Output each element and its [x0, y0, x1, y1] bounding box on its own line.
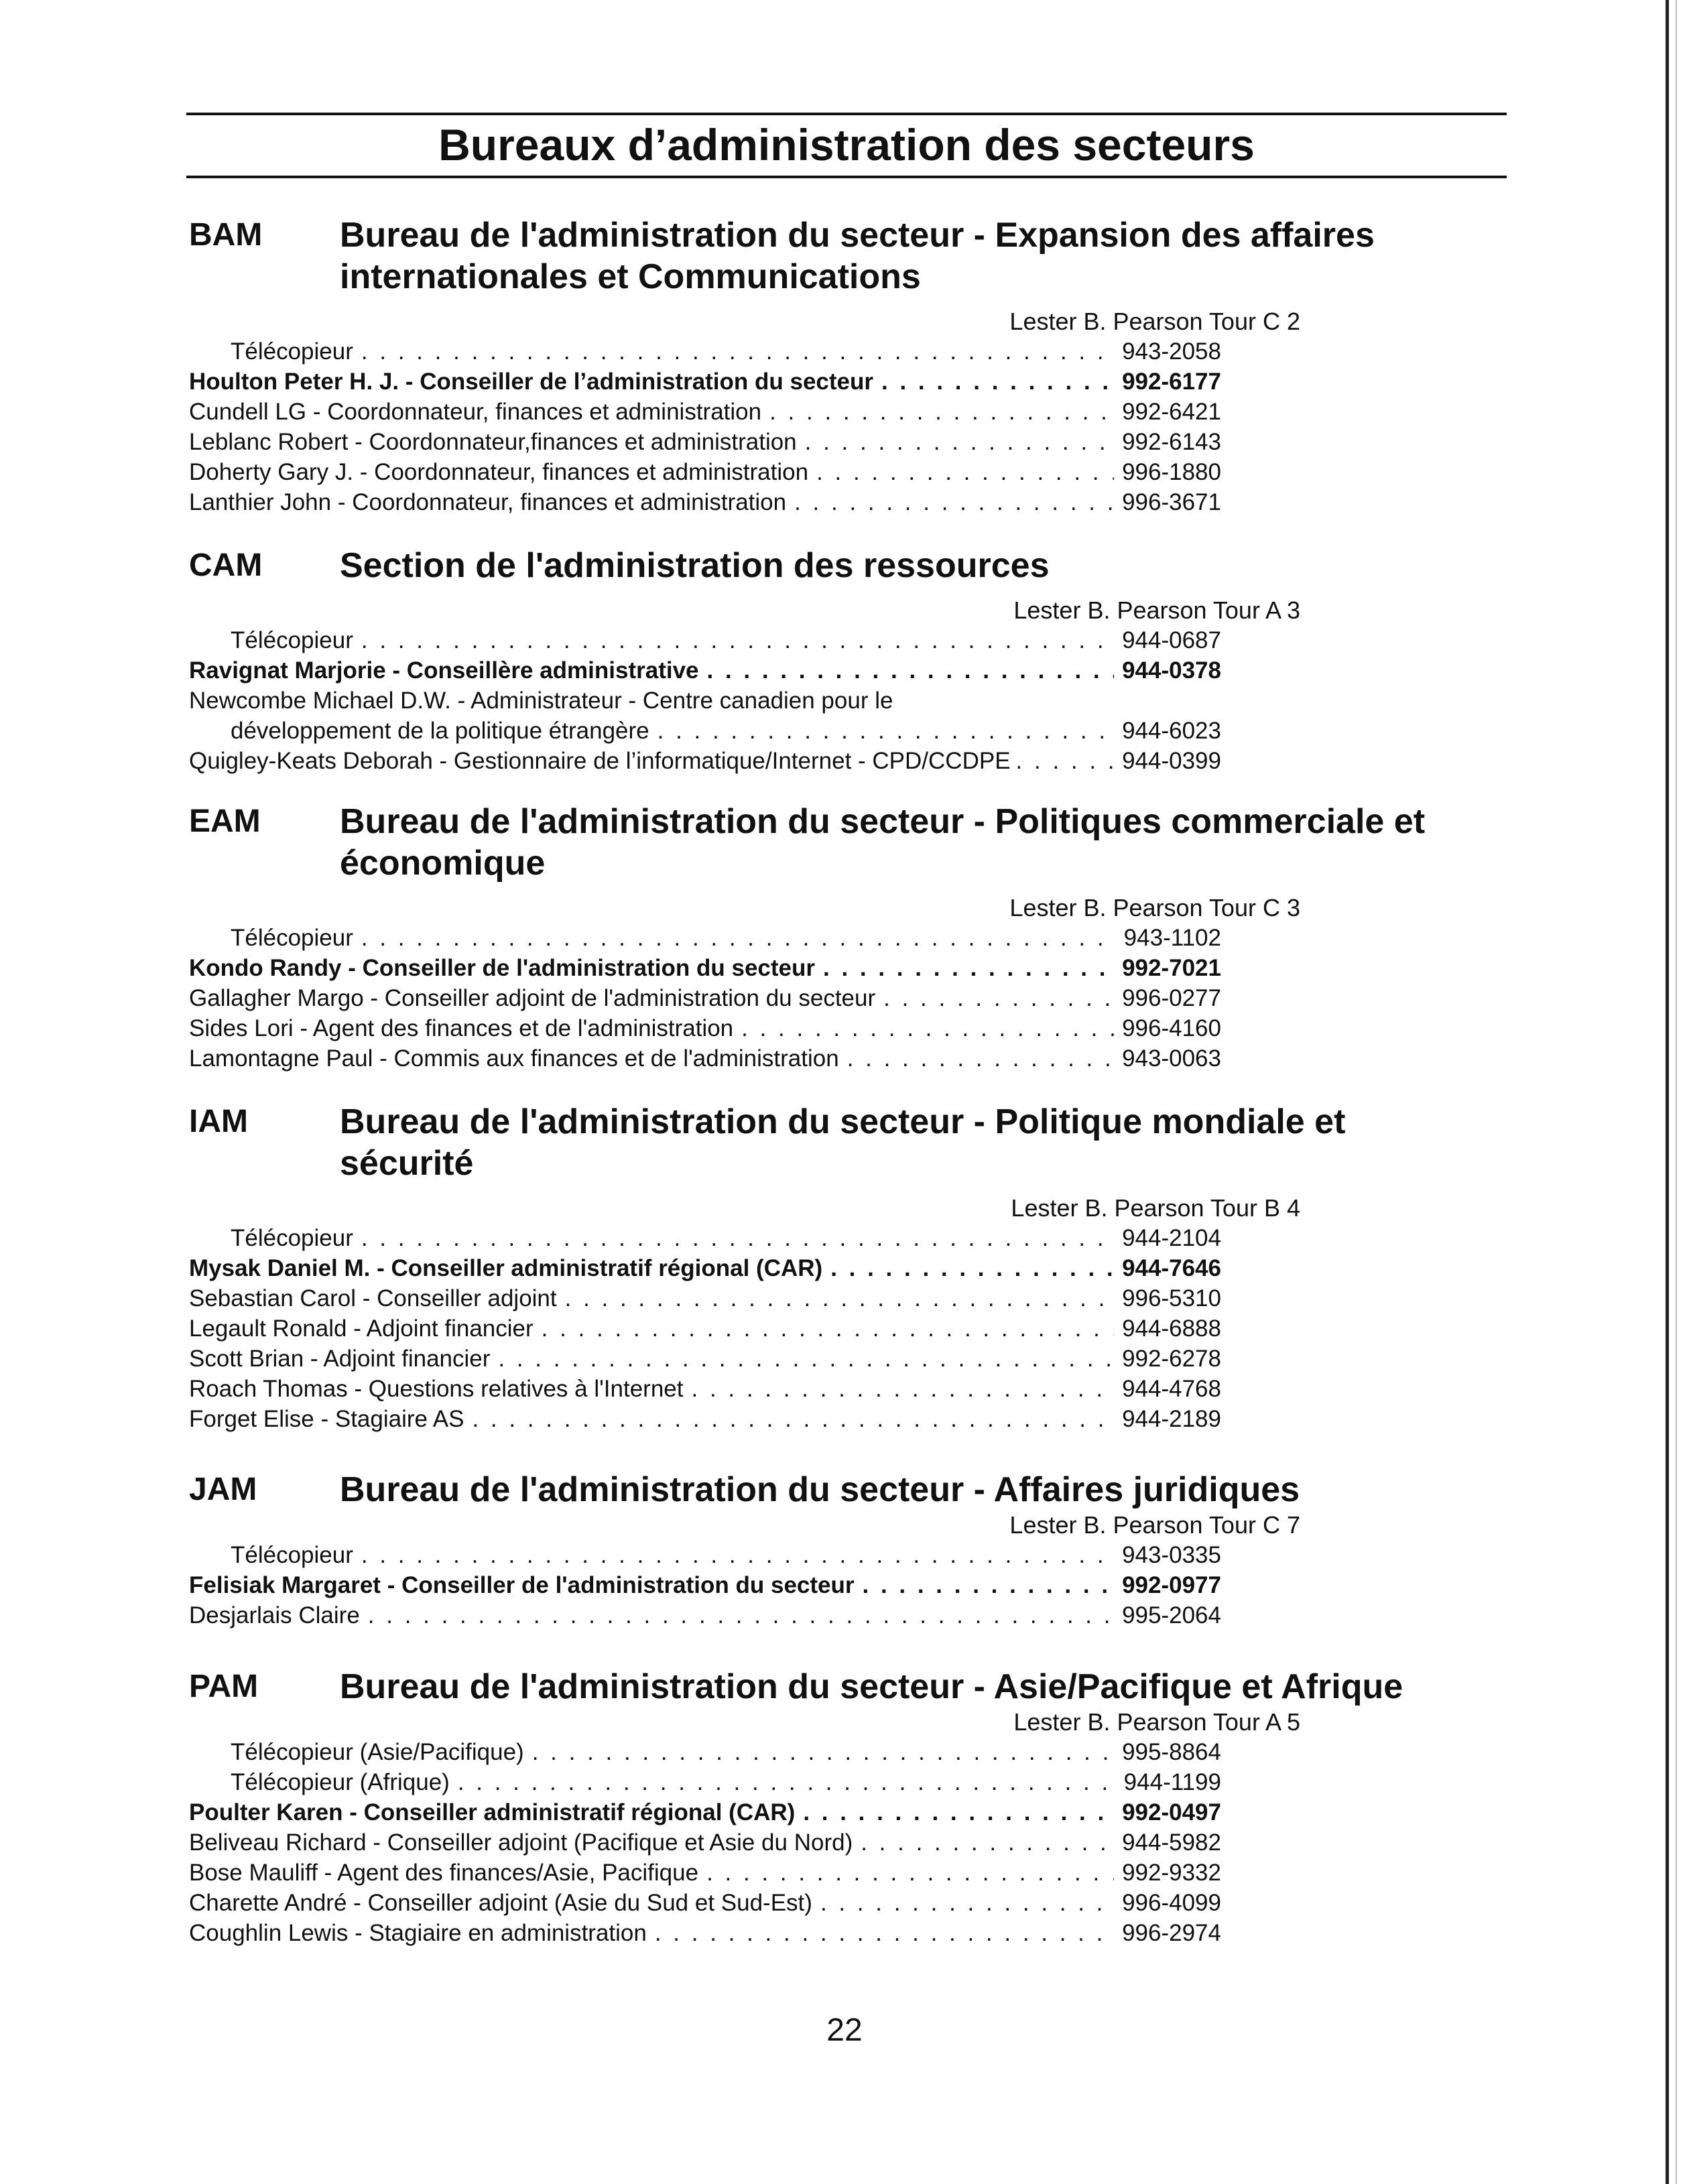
section-code: JAM	[189, 1472, 257, 1507]
directory-entry: Poulter Karen - Conseiller administratif régional (CAR) . . . 992-0497	[174, 1797, 1221, 1827]
directory-entry: Sebastian Carol - Conseiller adjoint . . . 996-5310	[174, 1283, 1221, 1313]
directory-entry: Desjarlais Claire . . . 995-2064	[174, 1600, 1221, 1630]
section-title: Section de l'administration des ressources	[340, 546, 1050, 585]
section-code: EAM	[189, 804, 261, 839]
section-location: Lester B. Pearson Tour B 4	[1011, 1194, 1300, 1222]
directory-entry: Coughlin Lewis - Stagiaire en administration . . . 996-2974	[174, 1918, 1221, 1948]
section-title: Bureau de l'administration du secteur - Politiques commerciale et économique	[340, 802, 1426, 883]
directory-entry: Mysak Daniel M. - Conseiller administratif régional (CAR) . . . 944-7646	[174, 1253, 1221, 1283]
directory-entry: Charette André - Conseiller adjoint (Asie du Sud et Sud-Est) . . . 996-4099	[174, 1888, 1221, 1918]
directory-entry: Télécopieur . . . 944-0687	[174, 625, 1221, 655]
directory-entry: Télécopieur . . . 943-2058	[174, 336, 1221, 367]
directory-entry: Forget Elise - Stagiaire AS . . . 944-2189	[174, 1404, 1221, 1434]
section-code: IAM	[189, 1104, 248, 1139]
section-title: Bureau de l'administration du secteur - Expansion des affaires internationales et Communications	[340, 216, 1375, 296]
directory-entry: Quigley-Keats Deborah - Gestionnaire de l’informatique/Internet - CPD/CCDPE . . . 944-0399	[174, 746, 1221, 776]
page-title: Bureaux d’administration des secteurs	[438, 120, 1255, 170]
directory-entry: Lanthier John - Coordonnateur, finances et administration . . . 996-3671	[174, 487, 1221, 517]
section-location: Lester B. Pearson Tour C 2	[1009, 308, 1300, 335]
title-rule-bottom	[186, 176, 1507, 178]
section-title: Bureau de l'administration du secteur - Asie/Pacifique et Afrique	[340, 1667, 1403, 1706]
directory-entry: Beliveau Richard - Conseiller adjoint (Pacifique et Asie du Nord) . . . 944-5982	[174, 1827, 1221, 1858]
directory-entry: développement de la politique étrangère . . . 944-6023	[174, 716, 1221, 746]
section-code: BAM	[189, 217, 263, 253]
scan-edge-shadow	[1676, 0, 1677, 2184]
directory-entry: Télécopieur (Afrique) . . . 944-1199	[174, 1767, 1221, 1797]
section-cam	[174, 545, 1501, 776]
directory-entry: Scott Brian - Adjoint financier . . . 992-6278	[174, 1344, 1221, 1374]
directory-entry: Ravignat Marjorie - Conseillère administrative . . . 944-0378	[174, 655, 1221, 686]
section-code: CAM	[189, 548, 263, 583]
directory-entry: Houlton Peter H. J. - Conseiller de l’administration du secteur . . . 992-6177	[174, 367, 1221, 397]
directory-entry-line: Newcombe Michael D.W. - Administrateur - Centre canadien pour le	[189, 688, 893, 714]
section-eam	[174, 801, 1501, 1074]
page-number: 22	[826, 2012, 863, 2048]
section-title: Bureau de l'administration du secteur - Politique mondiale et sécurité	[340, 1102, 1346, 1183]
scan-edge	[1666, 0, 1669, 2184]
directory-entry: Doherty Gary J. - Coordonnateur, finances et administration . . . 996-1880	[174, 457, 1221, 487]
directory-entry: Roach Thomas - Questions relatives à l'Internet . . . 944-4768	[174, 1374, 1221, 1404]
section-pam	[174, 1666, 1501, 1948]
directory-entry: Leblanc Robert - Coordonnateur,finances et administration . . . 992-6143	[174, 427, 1221, 457]
directory-entry: Gallagher Margo - Conseiller adjoint de l'administration du secteur . . . 996-0277	[174, 983, 1221, 1013]
directory-entry: Télécopieur . . . 944-2104	[174, 1223, 1221, 1253]
section-location: Lester B. Pearson Tour A 5	[1013, 1708, 1300, 1736]
directory-entry: Legault Ronald - Adjoint financier . . . 944-6888	[174, 1313, 1221, 1344]
directory-entry: Kondo Randy - Conseiller de l'administration du secteur . . . 992-7021	[174, 953, 1221, 983]
directory-entry: Télécopieur . . . 943-0335	[174, 1540, 1221, 1570]
section-code: PAM	[189, 1669, 259, 1704]
title-rule-top	[186, 113, 1507, 115]
directory-entry: Télécopieur . . . 943-1102	[174, 923, 1221, 953]
section-bam	[174, 214, 1501, 517]
directory-entry: Télécopieur (Asie/Pacifique) . . . 995-8864	[174, 1737, 1221, 1767]
directory-entry: Lamontagne Paul - Commis aux finances et de l'administration . . . 943-0063	[174, 1043, 1221, 1074]
section-location: Lester B. Pearson Tour A 3	[1013, 596, 1300, 624]
section-title: Bureau de l'administration du secteur - Affaires juridiques	[340, 1470, 1300, 1509]
section-location: Lester B. Pearson Tour C 7	[1009, 1511, 1300, 1539]
section-location: Lester B. Pearson Tour C 3	[1009, 894, 1300, 921]
directory-entry: Sides Lori - Agent des finances et de l'administration . . . 996-4160	[174, 1013, 1221, 1043]
section-iam	[174, 1101, 1501, 1434]
directory-entry: Cundell LG - Coordonnateur, finances et administration . . . 992-6421	[174, 397, 1221, 427]
section-jam	[174, 1469, 1501, 1630]
directory-entry: Bose Mauliff - Agent des finances/Asie, Pacifique . . . 992-9332	[174, 1858, 1221, 1888]
directory-entry: Felisiak Margaret - Conseiller de l'administration du secteur . . . 992-0977	[174, 1570, 1221, 1600]
